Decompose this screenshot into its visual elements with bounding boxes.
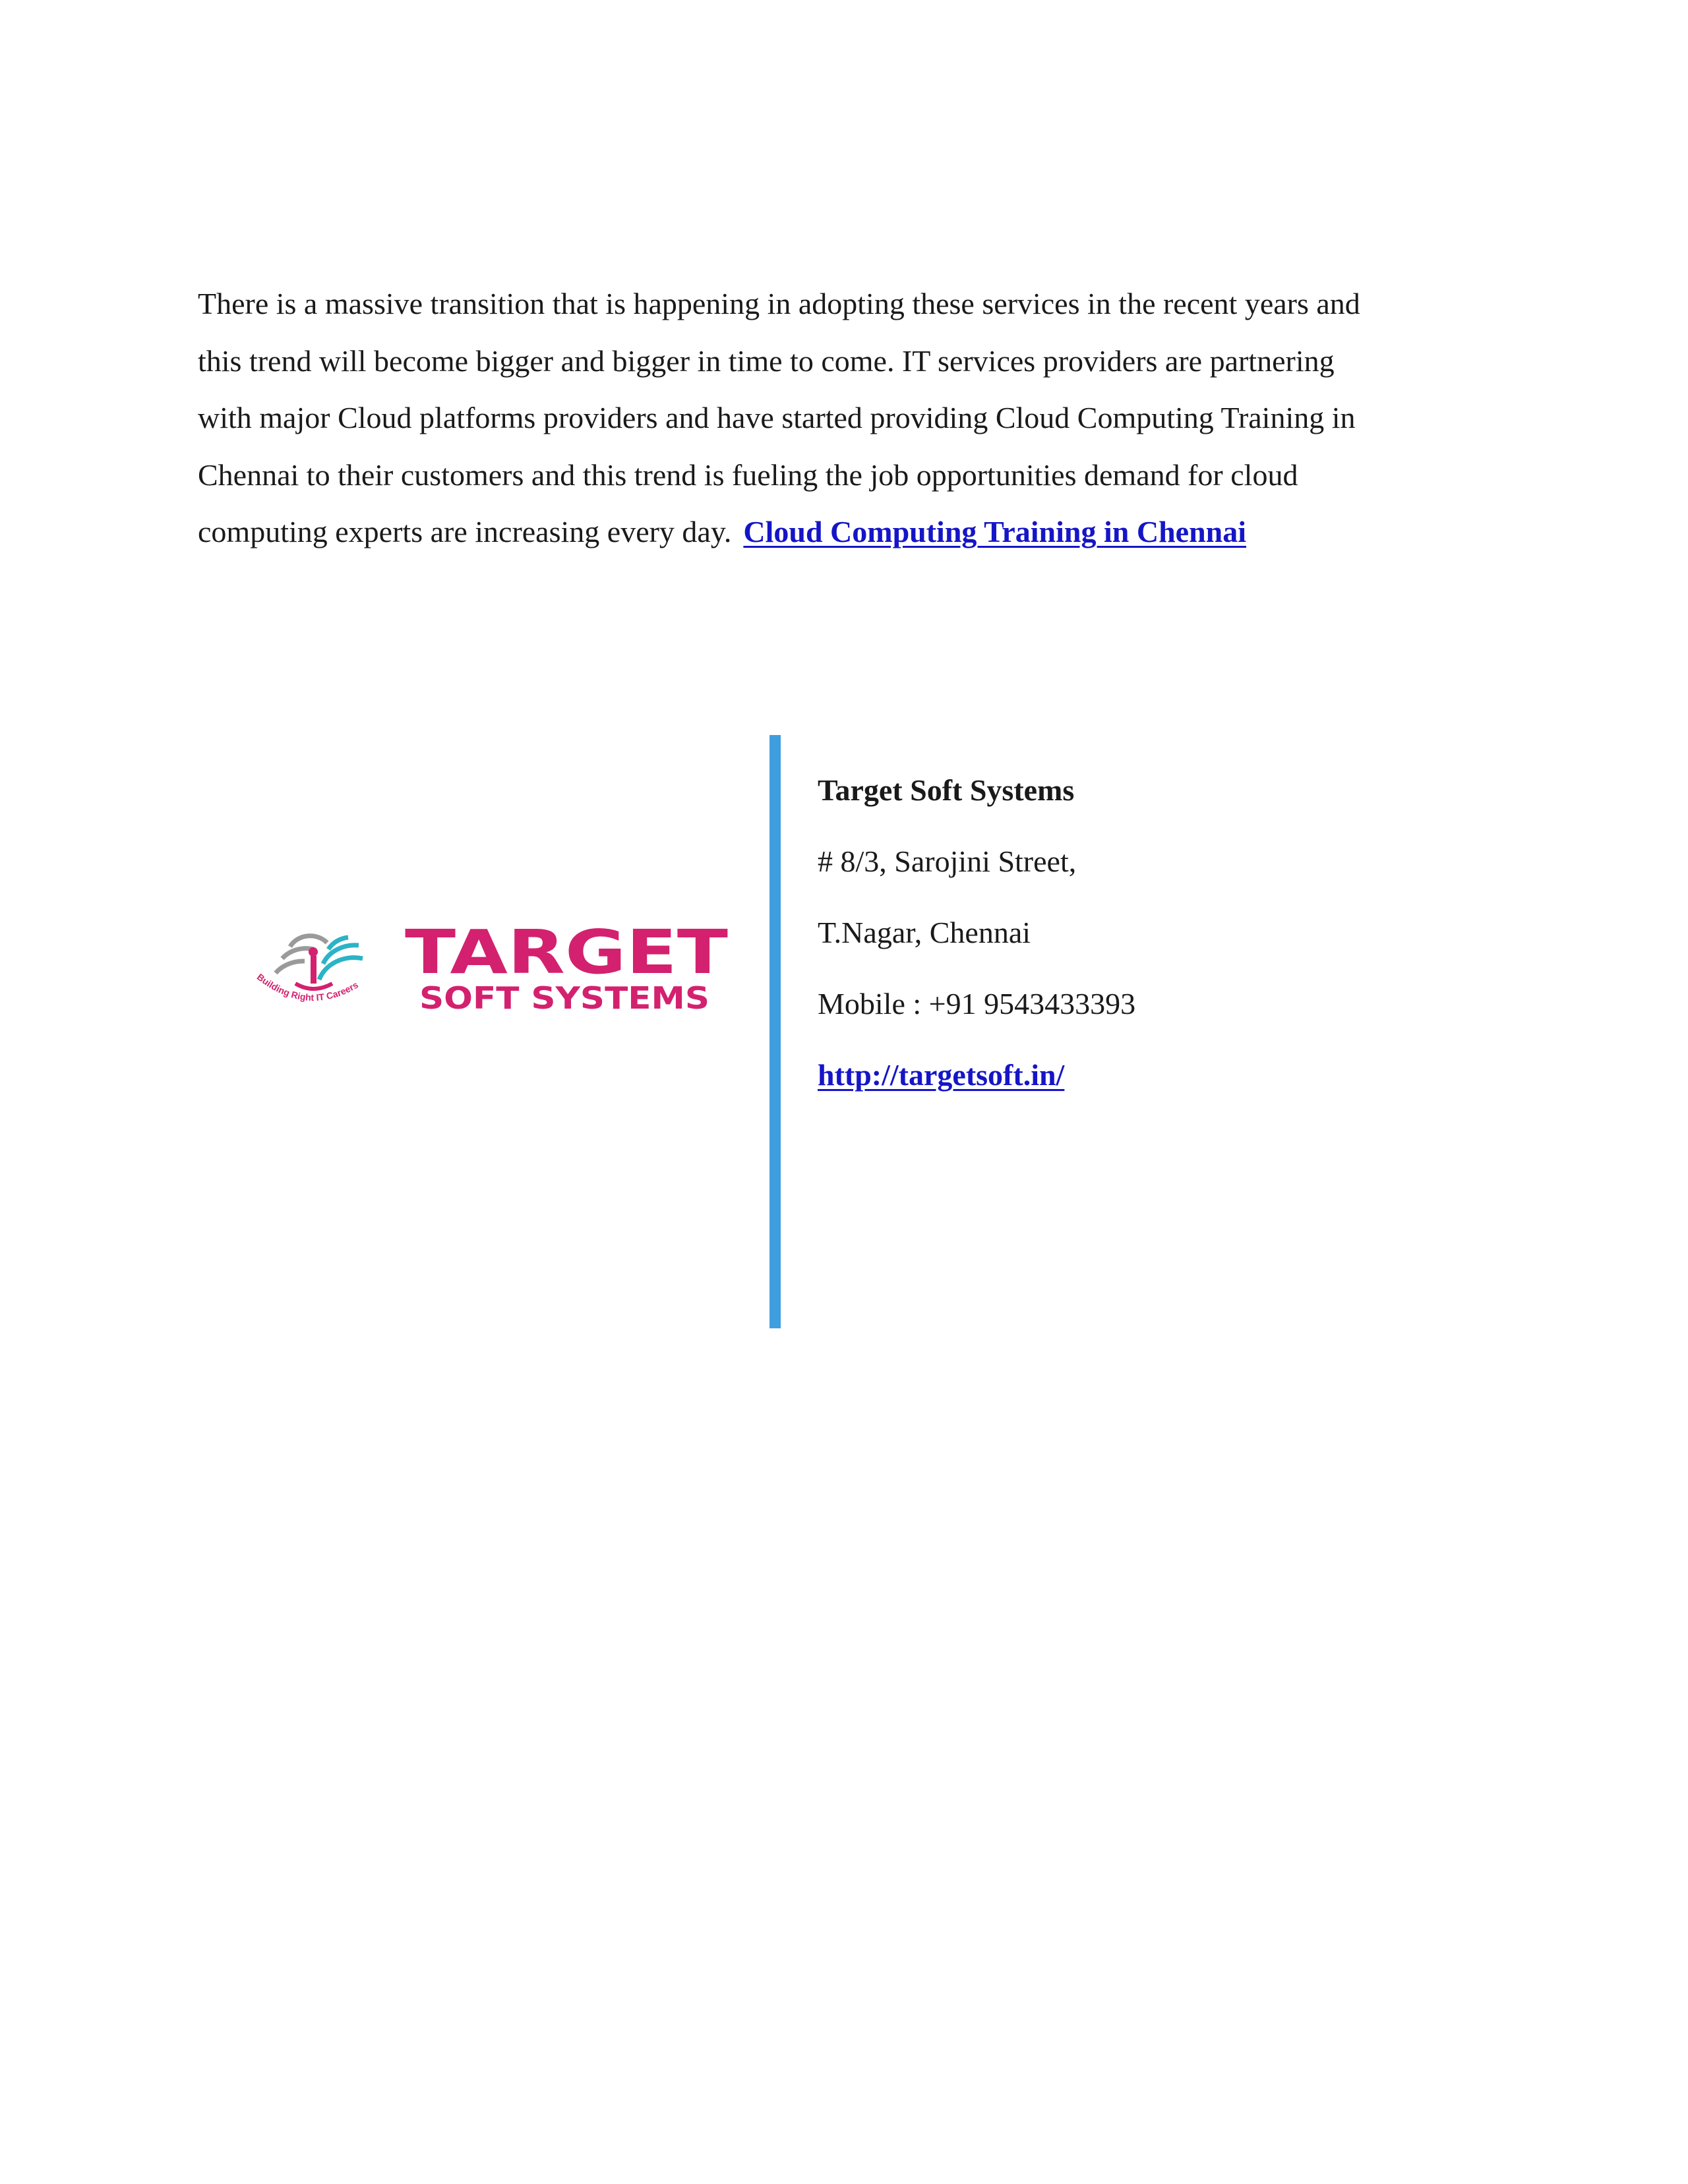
target-emblem-icon (255, 936, 363, 1003)
logo-subtitle: SOFT SYSTEMS (419, 980, 709, 1016)
vertical-divider (769, 735, 781, 1328)
cloud-computing-training-link[interactable]: Cloud Computing Training in Chennai (743, 515, 1247, 548)
paragraph-line-text: computing experts are increasing every day. (198, 515, 732, 548)
address-line-2: T.Nagar, Chennai (818, 916, 1031, 949)
paragraph-line-last (198, 504, 1490, 561)
logo-tagline: Building Right IT Careers (255, 971, 360, 1003)
mobile-number: Mobile : +91 9543433393 (818, 987, 1136, 1020)
logo-title: TARGET (405, 917, 729, 988)
paragraph-line: with major Cloud platforms providers and have started providing Cloud Computing Training in (198, 401, 1356, 434)
website-link[interactable]: http://targetsoft.in/ (818, 1058, 1065, 1092)
target-soft-systems-logo (249, 915, 731, 1027)
paragraph-line: Chennai to their customers and this trend is fueling the job opportunities demand for cloud (198, 457, 1298, 492)
paragraph-line: this trend will become bigger and bigger in time to come. IT services providers are partnering (198, 343, 1335, 378)
address-line-1: # 8/3, Sarojini Street, (818, 844, 1077, 878)
body-paragraph (198, 276, 1490, 561)
company-name: Target Soft Systems (818, 773, 1075, 807)
paragraph-line: There is a massive transition that is happening in adopting these services in the recent years and (198, 287, 1360, 320)
